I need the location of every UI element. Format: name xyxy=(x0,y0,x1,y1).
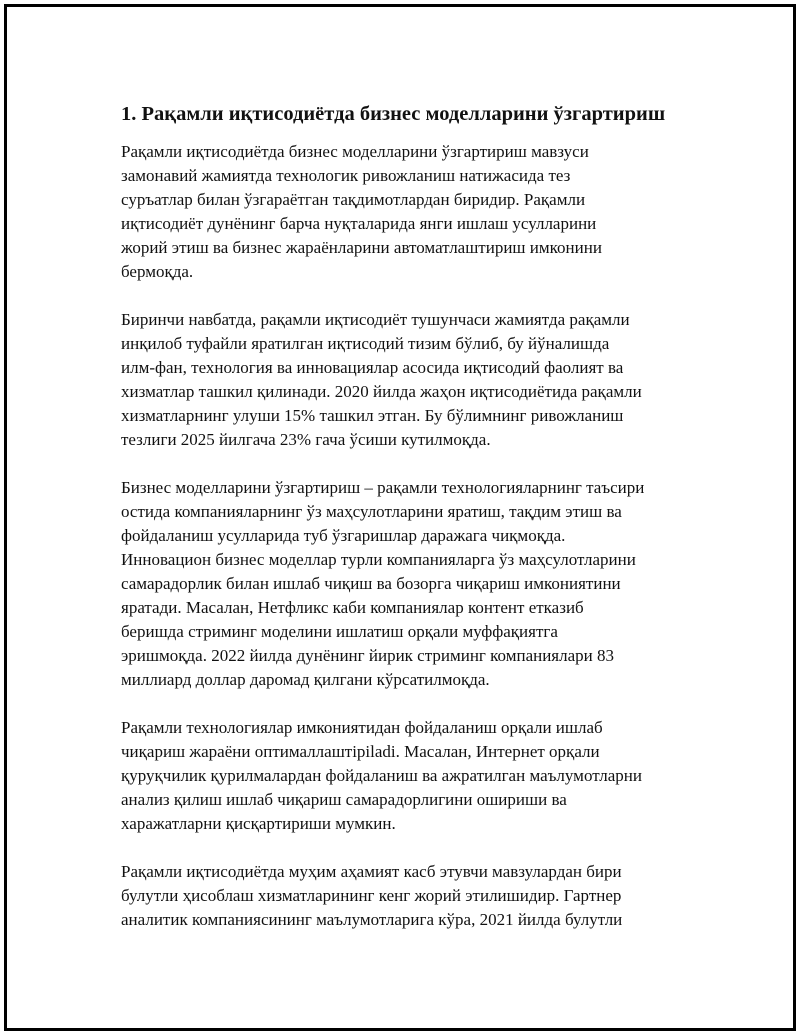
text-line: остида компанияларнинг ўз маҳсулотларини яратиш, тақдим этиш ва xyxy=(121,502,622,521)
paragraph-5 xyxy=(121,860,701,932)
text-line: Инновацион бизнес моделлар турли компанияларга ўз маҳсулотларини xyxy=(121,550,636,569)
text-line: харажатларни қисқартириши мумкин. xyxy=(121,814,396,833)
text-line: чиқариш жараёни оптималлаштiрiladi. Масалан, Интернет орқали xyxy=(121,742,600,761)
paragraph-1 xyxy=(121,140,701,284)
document-body xyxy=(121,100,701,956)
text-line: яратади. Масалан, Нетфликс каби компаниялар контент етказиб xyxy=(121,598,584,617)
text-line: қуруқчилик қурилмалардан фойдаланиш ва ажратилган маълумотларни xyxy=(121,766,642,785)
text-line: миллиард доллар даромад қилгани кўрсатилмоқда. xyxy=(121,670,490,689)
text-line: суръатлар билан ўзгараётган тақдимотлардан биридир. Рақамли xyxy=(121,190,586,209)
text-line: жорий этиш ва бизнес жараёнларини автоматлаштириш имконини xyxy=(121,238,602,257)
text-line: самарадорлик билан ишлаб чиқиш ва бозорга чиқариш имкониятини xyxy=(121,574,621,593)
paragraph-3 xyxy=(121,476,701,692)
text-line: фойдаланиш усулларида туб ўзгаришлар даражага чиқмоқда. xyxy=(121,526,566,545)
text-line: илм-фан, технология ва инновациялар асосида иқтисодий фаолият ва xyxy=(121,358,624,377)
text-line: аналитик компаниясининг маълумотларига кўра, 2021 йилда булутли xyxy=(121,910,623,929)
text-line: Рақамли технологиялар имкониятидан фойдаланиш орқали ишлаб xyxy=(121,718,603,737)
text-line: анализ қилиш ишлаб чиқариш самарадорлигини ошириши ва xyxy=(121,790,567,809)
paragraph-4 xyxy=(121,716,701,836)
paragraph-2 xyxy=(121,308,701,452)
text-line: эришмоқда. 2022 йилда дунёнинг йирик стриминг компаниялари 83 xyxy=(121,646,614,665)
text-line: Бизнес моделларини ўзгартириш – рақамли технологияларнинг таъсири xyxy=(121,478,645,497)
text-line: иқтисодиёт дунёнинг барча нуқталарида янги ишлаш усулларини xyxy=(121,214,597,233)
text-line: тезлиги 2025 йилгача 23% гача ўсиши кутилмоқда. xyxy=(121,430,491,449)
text-line: инқилоб туфайли яратилган иқтисодий тизим бўлиб, бу йўналишда xyxy=(121,334,610,353)
text-line: хизматлар ташкил қилинади. 2020 йилда жаҳон иқтисодиётида рақамли xyxy=(121,382,642,401)
text-line: булутли ҳисоблаш хизматларининг кенг жорий этилишидир. Гартнер xyxy=(121,886,622,905)
section-heading: 1. Рақамли иқтисодиётда бизнес моделларини ўзгартириш xyxy=(121,103,666,125)
text-line: Рақамли иқтисодиётда муҳим аҳамият касб этувчи мавзулардан бири xyxy=(121,862,622,881)
text-line: бермоқда. xyxy=(121,262,194,281)
text-line: беришда стриминг моделини ишлатиш орқали муффақиятга xyxy=(121,622,558,641)
text-line: хизматларнинг улуши 15% ташкил этган. Бу бўлимнинг ривожланиш xyxy=(121,406,624,425)
text-line: Биринчи навбатда, рақамли иқтисодиёт тушунчаси жамиятда рақамли xyxy=(121,310,630,329)
text-line: замонавий жамиятда технологик ривожланиш натижасида тез xyxy=(121,166,571,185)
page-frame xyxy=(4,4,796,1031)
text-line: Рақамли иқтисодиётда бизнес моделларини ўзгартириш мавзуси xyxy=(121,142,589,161)
